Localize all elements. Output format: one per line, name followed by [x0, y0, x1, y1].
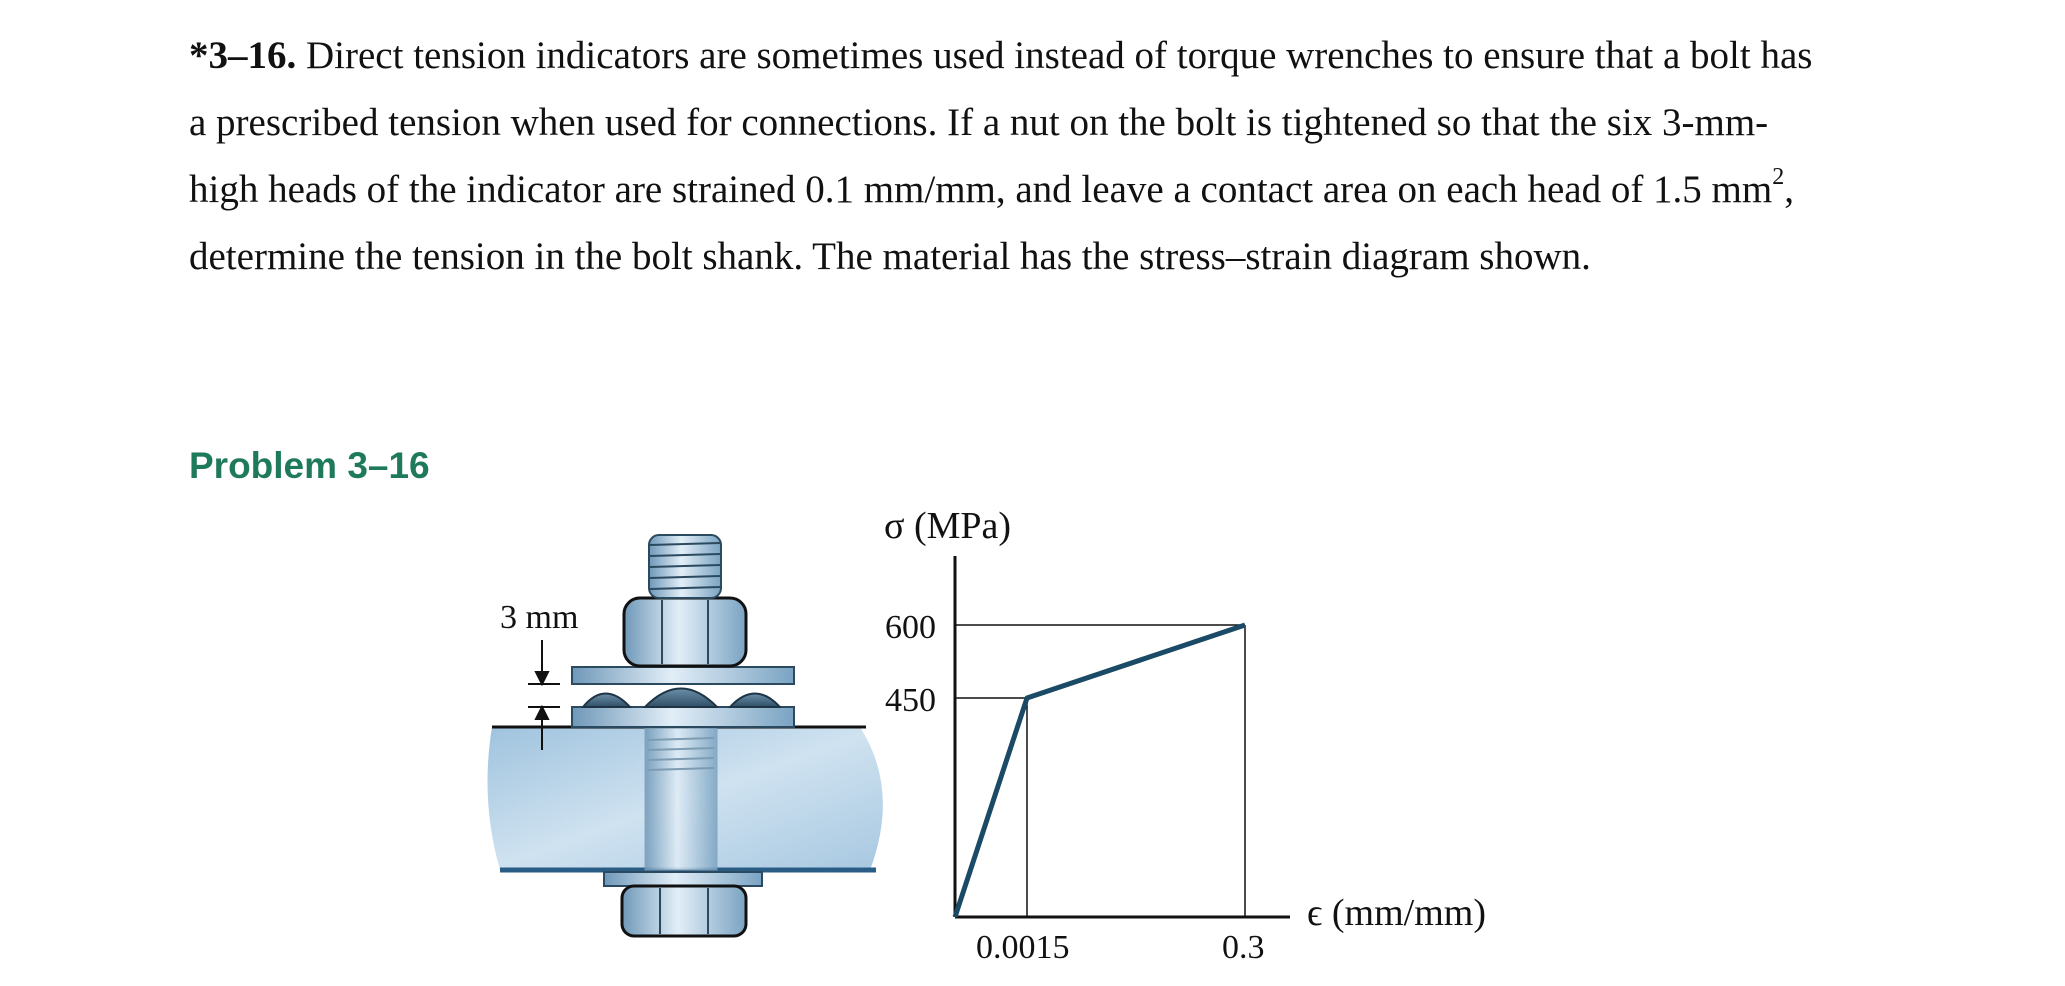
- base-washer: [572, 707, 794, 727]
- x-axis-label: ϵ (mm/mm): [1307, 892, 1486, 934]
- stress-strain-chart: [884, 505, 1486, 966]
- figure-heading: Problem 3–16: [189, 445, 430, 486]
- y-tick-label-600: 600: [885, 609, 936, 646]
- y-axis-label: σ (MPa): [884, 505, 1012, 547]
- bolt-head-washer: [604, 872, 762, 886]
- problem-number: *3–16.: [189, 34, 297, 77]
- indicator-heads: [583, 689, 780, 708]
- stress-strain-curve: [955, 625, 1245, 917]
- bolt-head: [622, 886, 746, 936]
- bolt-illustration: [488, 535, 883, 936]
- x-tick-label-0.3: 0.3: [1222, 929, 1265, 966]
- nut: [624, 598, 746, 666]
- x-tick-label-0.0015: 0.0015: [976, 929, 1070, 966]
- problem-body-end: , determine the tension in the bolt shank. The material has the stress–strain diagram shown.: [189, 168, 1794, 278]
- dimension-label: 3 mm: [500, 599, 579, 636]
- indicator-plate: [572, 667, 794, 684]
- area-unit-exponent: 2: [1772, 164, 1785, 190]
- y-tick-label-450: 450: [885, 682, 936, 719]
- problem-body: Direct tension indicators are sometimes used instead of torque wrenches to ensure that a bolt has a prescribed tension when used for connections. If a nut on the bolt is tightened so that the six 3-mm-high heads of the indicator are strained 0.1 mm/mm, and leave a contact area on each head of 1.5 mm: [189, 34, 1813, 211]
